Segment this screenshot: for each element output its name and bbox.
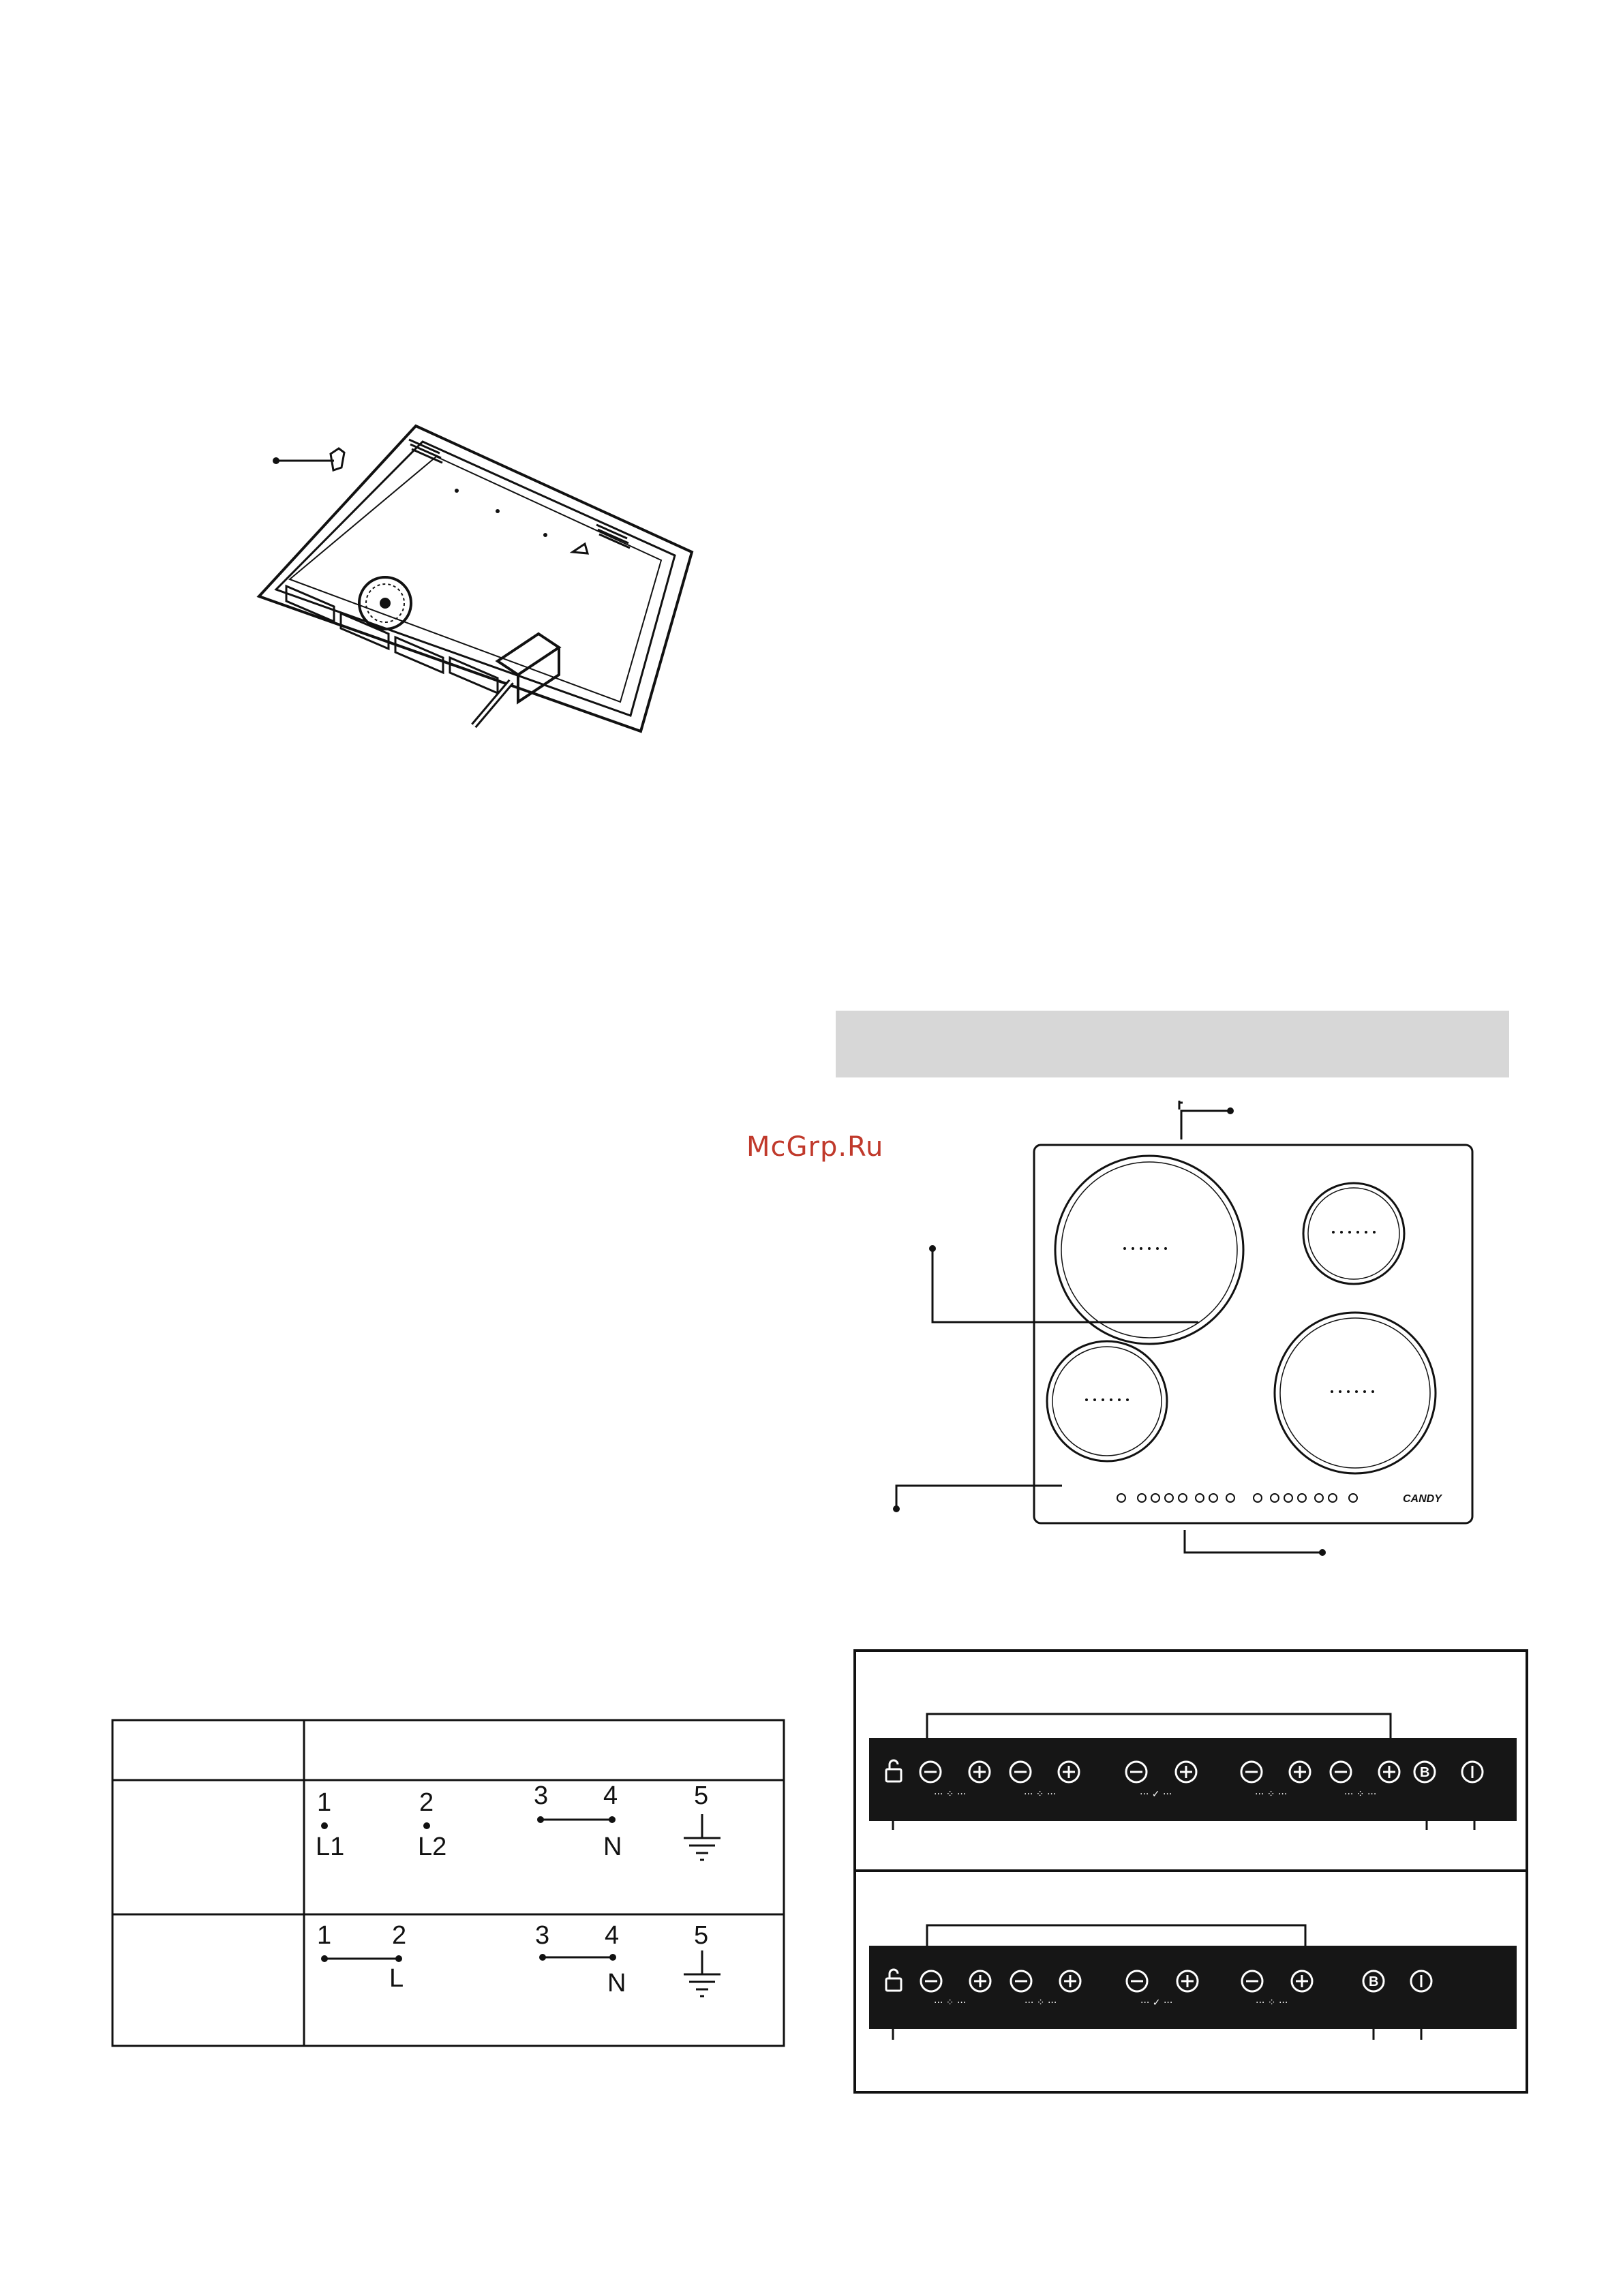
cooking-zone-front-right [1275,1313,1436,1473]
row2-terminal2-label: L [389,1964,404,1993]
row1-terminal1-number: 1 [317,1788,332,1817]
boost-label: B [1369,1974,1379,1989]
row2-terminal1-number: 1 [317,1921,332,1950]
svg-text:··· ✓ ···: ··· ✓ ··· [1140,1997,1173,2008]
svg-text:··· ⁘ ···: ··· ⁘ ··· [1024,1789,1057,1800]
svg-text:··· ⁘ ···: ··· ⁘ ··· [1344,1789,1377,1800]
ground-symbol [684,1814,721,1860]
row1-terminal4-number: 4 [603,1781,618,1810]
ground-symbol [684,1950,721,1996]
row2-terminal4-number: 4 [605,1921,620,1950]
hob-brand-logo: CANDY [1403,1493,1442,1505]
section-header-bar [836,1011,1509,1077]
row1-terminal2-number: 2 [419,1788,434,1817]
row2-terminal5-number: 5 [694,1921,709,1950]
row2-terminal4-label: N [607,1969,626,1997]
svg-text:··· ⁘ ···: ··· ⁘ ··· [1256,1997,1288,2008]
row1-terminal2-label: L2 [418,1833,447,1861]
row1-terminal4-label: N [603,1833,622,1861]
row1-terminal1-label: L1 [316,1833,345,1861]
svg-text:··· ⁘ ···: ··· ⁘ ··· [934,1789,967,1800]
control-panel-4zone [866,1707,1520,1830]
row1-terminal3-number: 3 [534,1781,549,1810]
svg-text:··· ✓ ···: ··· ✓ ··· [1140,1789,1172,1800]
row1-terminal5-number: 5 [694,1781,709,1810]
svg-text:··· ⁘ ···: ··· ⁘ ··· [934,1997,967,2008]
boost-label: B [1420,1765,1430,1780]
watermark: McGrp.Ru [746,1131,884,1163]
hob-underside-illustration [259,409,682,750]
control-panel-3zone [866,1918,1520,2041]
row2-terminal2-number: 2 [392,1921,407,1950]
row2-terminal3-number: 3 [535,1921,550,1950]
svg-text:··· ⁘ ···: ··· ⁘ ··· [1025,1997,1057,2008]
wiring-table [111,1719,786,2049]
cooking-zone-rear-left [1047,1341,1167,1461]
hob-top-view [879,1097,1479,1567]
svg-text:··· ⁘ ···: ··· ⁘ ··· [1255,1789,1288,1800]
cooking-zone-rear-right [1303,1183,1404,1284]
